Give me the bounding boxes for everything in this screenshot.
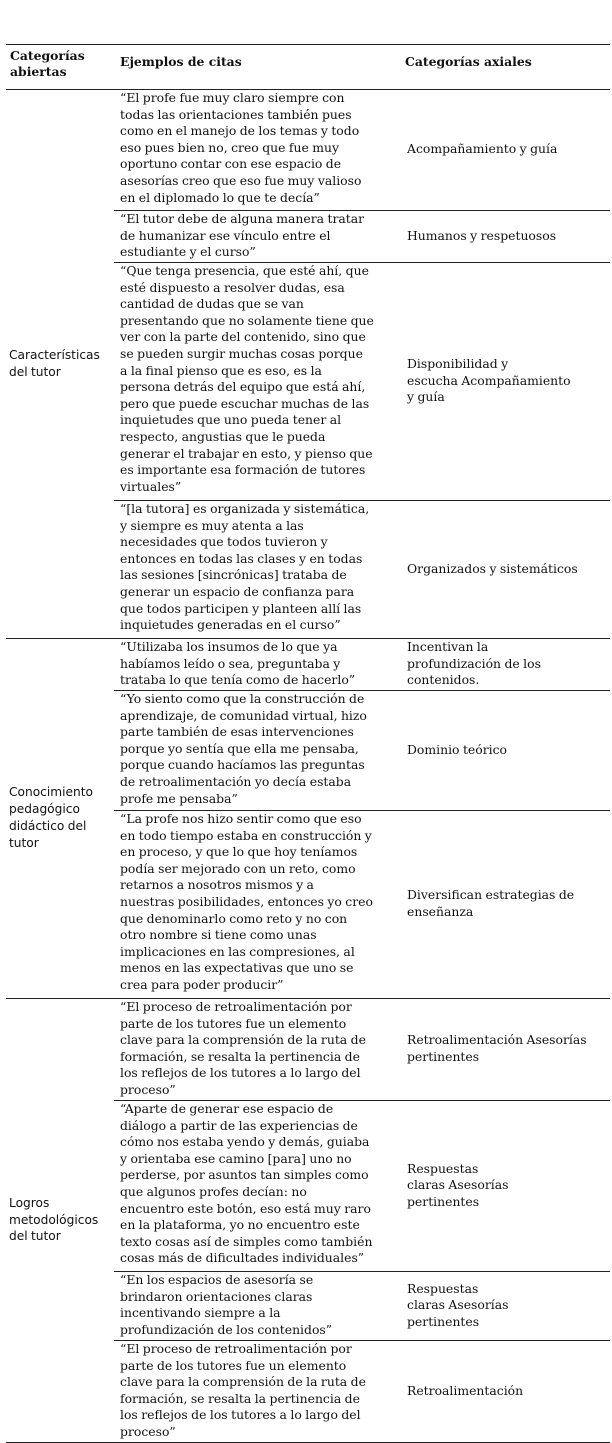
open-category-cell: Conocimiento pedagógico didáctico del tutor [6,639,114,999]
quote-cell: “El profe fue muy claro siempre con todas las orientaciones también pues como en el manejo de los temas y todo eso pues bien no, creo que fue muy oportuno contar con ese espacio de asesorías creo que eso fue muy valioso en el diplomado lo que te decía” [114,90,399,211]
quote-cell: “El proceso de retroalimentación por parte de los tutores fue un elemento clave para la comprensión de la ruta de formación, se resalta la pertinencia de los reflejos de los tutores a lo largo del proceso” [114,999,399,1101]
quote-cell: “En los espacios de asesoría se brindaron orientaciones claras incentivando siempre a la profundización de los contenidos” [114,1272,399,1341]
header-open-categories [6,45,114,90]
open-category-cell: Características del tutor [6,90,114,639]
table-header-row [6,45,610,90]
quote-cell: “[la tutora] es organizada y sistemática, y siempre es muy atenta a las necesidades que todos tuvieron y entonces en todas las clases y en todas las sesiones [sincrónicas] trataba de generar un espacio de confianza para que todos participen y planteen allí las inquietudes generadas en el curso” [114,501,399,639]
table-row [6,999,610,1101]
header-open-label: Categorías abiertas [10,48,85,79]
axial-category-cell: Organizados y sistemáticos [399,501,610,639]
axial-category-cell: Respuestas claras Asesorías pertinentes [399,1101,610,1272]
quote-cell: “Aparte de generar ese espacio de diálogo a partir de las experiencias de cómo nos estaba yendo y demás, guiaba y orientaba ese camino [para] uno no perderse, por asuntos tan simples como que algunos profes decían: no encuentro este botón, eso está muy raro en la plataforma, yo no encuentro este texto cosas así de simples como también cosas más de dificultades individuales” [114,1101,399,1272]
table-row [6,639,610,691]
axial-category-cell: Disponibilidad y escucha Acompañamiento y guía [399,263,610,501]
quote-cell: “La profe nos hizo sentir como que eso en todo tiempo estaba en construcción y en proceso, y que lo que hoy teníamos podía ser mejorado con un reto, como retarnos a nosotros mismos y a nuestras posibilidades, entonces yo creo que denominarlo como reto y no con otro nombre si tiene como unas implicaciones en las compresiones, al menos en las expectativas que uno se crea para poder producir” [114,811,399,999]
open-category-cell: Logros metodológicos del tutor [6,999,114,1443]
header-quotes-label: Ejemplos de citas [120,54,242,69]
axial-category-cell: Respuestas claras Asesorías pertinentes [399,1272,610,1341]
quote-cell: “El proceso de retroalimentación por parte de los tutores fue un elemento clave para la comprensión de la ruta de formación, se resalta la pertinencia de los reflejos de los tutores a lo largo del proceso” [114,1341,399,1443]
quote-cell: “Utilizaba los insumos de lo que ya habíamos leído o sea, preguntaba y trataba lo que tenía como de hacerlo” [114,639,399,691]
axial-category-cell: Diversifican estrategias de enseñanza [399,811,610,999]
table-row [6,90,610,211]
axial-category-cell: Incentivan la profundización de los contenidos. [399,639,610,691]
header-axial-label: Categorías axiales [405,54,532,69]
categories-table [6,44,610,1443]
header-axial-categories [399,45,610,90]
quote-cell: “Yo siento como que la construcción de aprendizaje, de comunidad virtual, hizo parte también de esas intervenciones porque yo sentía que ella me pensaba, porque cuando hacíamos las preguntas de retroalimentación yo decía estaba profe me pensaba” [114,691,399,811]
axial-category-cell: Acompañamiento y guía [399,90,610,211]
axial-category-cell: Retroalimentación [399,1341,610,1443]
axial-category-cell: Dominio teórico [399,691,610,811]
axial-category-cell: Retroalimentación Asesorías pertinentes [399,999,610,1101]
quote-cell: “El tutor debe de alguna manera tratar de humanizar ese vínculo entre el estudiante y el curso” [114,211,399,263]
axial-category-cell: Humanos y respetuosos [399,211,610,263]
quote-cell: “Que tenga presencia, que esté ahí, que esté dispuesto a resolver dudas, esa cantidad de dudas que se van presentando que no solamente tiene que ver con la parte del contenido, sino que se pueden surgir muchas cosas porque a la final pienso que es eso, es la persona detrás del equipo que está ahí, pero que puede escuchar muchas de las inquietudes que uno pueda tener al respecto, angustias que le pueda generar el trabajar en esto, y pienso que es importante esa formación de tutores virtuales” [114,263,399,501]
header-quote-examples [114,45,399,90]
